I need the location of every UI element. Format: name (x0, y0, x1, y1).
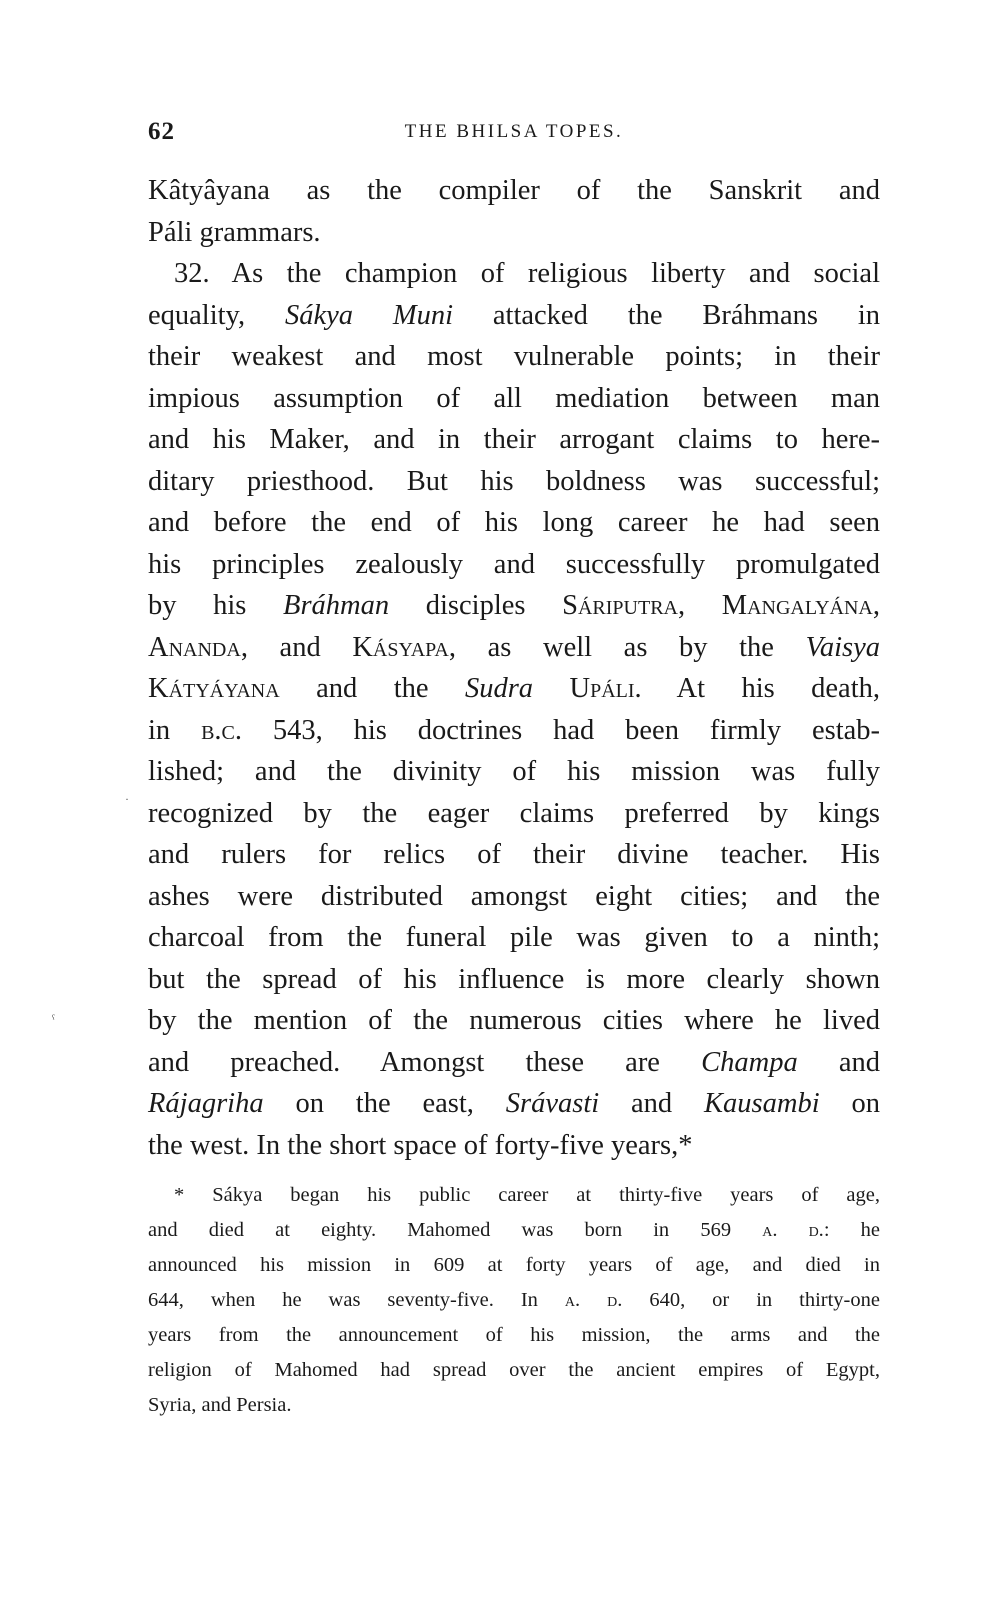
text-line (148, 1125, 880, 1167)
text-run: but the spread of his influence is more clearly shown (148, 963, 880, 995)
text-line (148, 876, 880, 918)
text-run: , (872, 590, 880, 621)
text-line (148, 668, 880, 710)
text-run: impious assumption of all mediation between man (148, 382, 880, 414)
footnote-line (148, 1248, 880, 1283)
small-caps-run: Kátyáyana (148, 673, 280, 704)
text-run: announced his mission in 609 at forty years of age, and died in (148, 1254, 880, 1276)
text-run: : he (823, 1219, 880, 1241)
text-run: . At his death, (634, 673, 880, 704)
text-line (148, 1042, 880, 1084)
text-run: 640, or in thirty-one (622, 1289, 880, 1311)
text-run: disciples (389, 590, 563, 621)
italic-run: Sudra (464, 673, 534, 704)
text-run: and (599, 1088, 705, 1119)
italic-run: Kausambi (704, 1088, 820, 1119)
italic-run: Sákya Muni (284, 299, 454, 331)
italic-run: Bráhman (283, 590, 390, 621)
text-line (148, 917, 880, 959)
text-run: attacked the Bráhmans in (453, 299, 880, 331)
text-run: Páli grammars. (148, 216, 321, 248)
text-line (148, 295, 880, 337)
text-line (148, 959, 880, 1001)
text-line (148, 170, 880, 212)
italic-run: Rájagriha (148, 1088, 264, 1119)
text-run: by the mention of the numerous cities where he lived (148, 1005, 880, 1036)
footnote-line (148, 1283, 880, 1318)
text-run: his principles zealously and successfully promulgated (148, 548, 880, 580)
text-run: and his Maker, and in their arrogant claims to here- (148, 424, 880, 455)
small-caps-run: Upáli (569, 673, 635, 704)
text-run: , (678, 590, 722, 621)
small-caps-run: Ananda (148, 631, 241, 663)
text-line (148, 585, 880, 627)
text-run: 32. As the champion of religious liberty and social (174, 258, 880, 289)
text-line (148, 710, 880, 752)
text-line (148, 378, 880, 420)
text-line (148, 336, 880, 378)
footnote-line (148, 1388, 880, 1423)
footnote-line (148, 1213, 880, 1248)
text-run: by his (148, 590, 284, 621)
text-run: Kâtyâyana as the compiler of the Sanskrit and (148, 175, 880, 206)
text-line (148, 627, 880, 669)
text-line (148, 751, 880, 793)
small-caps-run: Mangalyána (721, 590, 873, 621)
text-run: and before the end of his long career he had seen (148, 507, 880, 538)
text-run: and (797, 1046, 880, 1078)
text-run: and the (279, 673, 465, 704)
margin-speck: ˤ (52, 1012, 55, 1026)
text-run: ashes were distributed amongst eight cities; and the (148, 880, 880, 912)
text-run: on (819, 1088, 880, 1119)
italic-run: Srávasti (505, 1088, 600, 1119)
small-caps-run: Sáriputra (562, 590, 678, 621)
italic-run: Vaisya (805, 631, 880, 663)
footnote-line (148, 1318, 880, 1353)
text-run: on the east, (263, 1088, 506, 1119)
text-run: , and (240, 631, 353, 663)
text-run: 644, when he was seventy-five. In (148, 1289, 565, 1311)
text-run: Syria, and Persia. (148, 1394, 292, 1416)
text-run (533, 673, 569, 704)
text-line (148, 461, 880, 503)
text-run: equality, (148, 299, 285, 331)
text-run: years from the announcement of his mission, the arms and the (148, 1324, 880, 1346)
italic-run: Champa (701, 1046, 798, 1078)
text-run: charcoal from the funeral pile was given to a ninth; (148, 922, 880, 953)
text-run: and died at eighty. Mahomed was born in 569 (148, 1219, 763, 1241)
text-line (148, 212, 880, 254)
text-run: and preached. Amongst these are (148, 1046, 702, 1078)
footnote-line (148, 1178, 880, 1213)
text-run: the west. In the short space of forty-five years,* (148, 1129, 693, 1161)
text-run: lished; and the divinity of his mission was fully (148, 756, 880, 787)
text-line (148, 793, 880, 835)
text-line (148, 419, 880, 461)
text-line (148, 1000, 880, 1042)
text-run: recognized by the eager claims preferred by kings (148, 797, 880, 829)
footnote-block (148, 1178, 880, 1423)
small-caps-run: Kásyapa (352, 631, 449, 663)
page-header (148, 118, 880, 152)
text-line (148, 1083, 880, 1125)
text-run: 543, his doctrines had been firmly estab- (242, 714, 881, 746)
margin-speck: · (125, 792, 129, 806)
small-caps-run: a. d. (564, 1289, 623, 1311)
small-caps-run: b.c. (201, 714, 242, 746)
footnote-line (148, 1353, 880, 1388)
running-title: THE BHILSA TOPES. (404, 121, 624, 142)
text-line (148, 253, 880, 295)
text-run: * Sákya began his public career at thirty-five years of age, (174, 1184, 880, 1206)
body-text (148, 170, 880, 1166)
text-run: in (148, 714, 202, 746)
text-line (148, 544, 880, 586)
text-run: their weakest and most vulnerable points; in their (148, 341, 880, 372)
text-line (148, 502, 880, 544)
page-number: 62 (148, 118, 175, 145)
small-caps-run: a. d. (762, 1219, 824, 1241)
text-run: , as well as by the (448, 631, 806, 663)
text-line (148, 834, 880, 876)
text-run: religion of Mahomed had spread over the ancient empires of Egypt, (148, 1359, 880, 1381)
text-run: ditary priesthood. But his boldness was successful; (148, 465, 880, 497)
text-run: and rulers for relics of their divine teacher. His (148, 839, 880, 870)
